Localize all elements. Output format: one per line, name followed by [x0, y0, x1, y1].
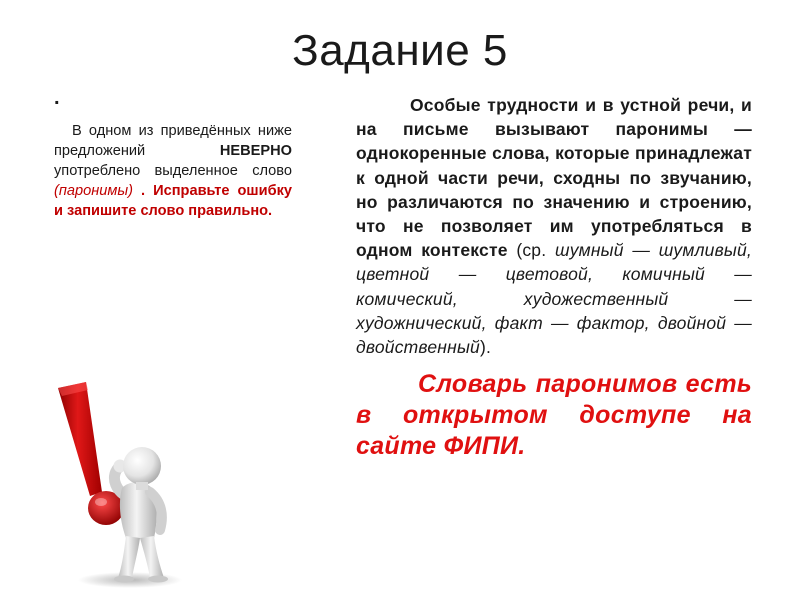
paronym-examples: шумный — шумливый, цветной — цветовой, комичный — комический, художественный — художнический, факт — фактор, двойной — двойственный	[356, 240, 752, 358]
explanation-block	[356, 93, 752, 462]
slide-title: Задание 5	[292, 26, 508, 75]
paronyms-hint: (паронимы)	[54, 183, 133, 199]
task-intro: В одном из приведённых ниже предложений	[54, 123, 292, 159]
task-instruction: . Исправьте ошибку и запишите слово правильно.	[54, 183, 292, 219]
bullet-dot: .	[54, 87, 60, 109]
task-after-emphasis: употреблено выделенное слово	[54, 163, 292, 179]
exclamation-figure-icon	[50, 380, 190, 590]
examples-open: (ср.	[507, 240, 555, 261]
examples-close: ).	[479, 337, 492, 358]
task-paragraph	[54, 121, 292, 221]
dictionary-note: Словарь паронимов есть в открытом доступе на сайте ФИПИ.	[356, 370, 752, 461]
explanation-paragraph	[356, 93, 752, 359]
paronym-definition: Особые трудности и в устной речи, и на письме вызывают паронимы — однокоренные слова, которые принадлежат к одной части речи, сходны по звучанию, но различаются по значению и строению, что не позволяет им употребляться в одном контексте	[356, 95, 752, 261]
task-text	[54, 121, 292, 221]
task-emphasis: НЕВЕРНО	[219, 143, 292, 159]
